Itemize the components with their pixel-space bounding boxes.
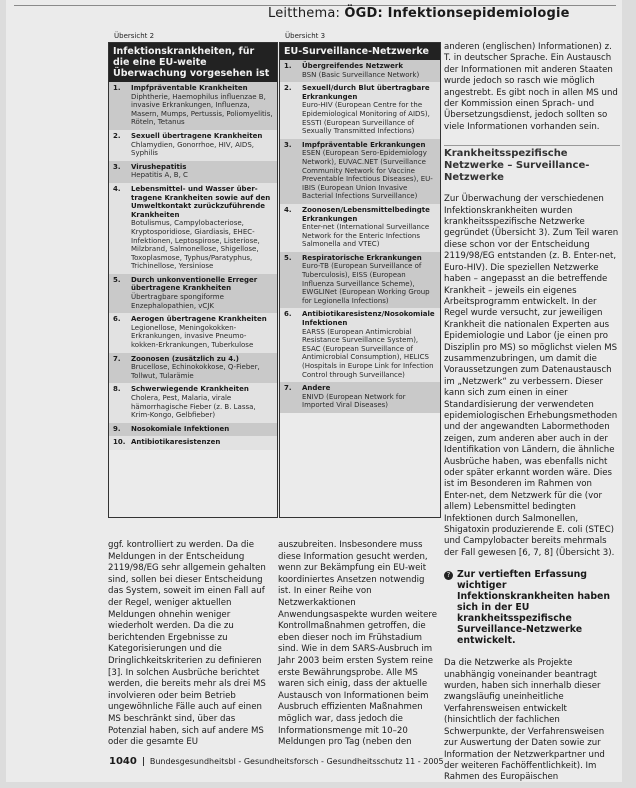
key-question <box>444 569 620 646</box>
item-number: 9. <box>113 424 121 433</box>
item-title: Sexuell/durch Blut übertragbare Erkrankungen <box>302 84 430 101</box>
list-item <box>280 139 440 204</box>
item-description: Diphtherie, Haemophilus influenzae B, invasive Erkrankungen, Influenza, Masern, Mumps, Pertussis, Poliomyelitis, Röteln, Tetanus <box>131 92 273 127</box>
item-content <box>302 254 436 306</box>
item-content <box>302 384 436 410</box>
item-content <box>131 315 273 349</box>
item-content <box>131 385 273 419</box>
list-item <box>109 313 277 352</box>
item-number: 3. <box>113 162 121 171</box>
item-content <box>131 132 273 158</box>
list-item <box>109 161 277 183</box>
list-item <box>280 60 440 82</box>
item-title: Schwerwiegende Krankheiten <box>131 385 249 394</box>
list-item <box>109 423 277 437</box>
list-item <box>109 183 277 274</box>
item-number: 8. <box>113 385 121 394</box>
list-item <box>280 82 440 139</box>
item-description: Euro-HIV (European Centre for the Epidemiological Monitoring of AIDS), ESSTI (European Surveillance of Sexually Transmitted Infections) <box>302 101 430 136</box>
item-number: 2. <box>284 84 292 93</box>
list-item <box>280 382 440 413</box>
item-title: Impfpräventable Erkrankungen <box>302 140 426 149</box>
item-title: Virushepatitis <box>131 162 187 171</box>
box2-label: Übersicht 2 <box>114 32 155 40</box>
list-item <box>280 252 440 309</box>
item-description: Brucellose, Echinokokkose, Q-Fieber, Tollwut, Tularämie <box>131 363 260 380</box>
item-title: Antibiotikaresistenzen <box>131 438 221 447</box>
page-header <box>268 6 570 21</box>
item-description: Hepatitis A, B, C <box>131 171 188 180</box>
item-content <box>302 310 436 379</box>
overview-3-box <box>279 42 441 518</box>
body-column-2 <box>278 540 438 749</box>
box2-title: Infektionskrankheiten, für die eine EU-weite Überwachung vorgesehen ist <box>109 43 277 82</box>
list-item <box>280 204 440 252</box>
item-title: Nosokomiale Infektionen <box>131 424 230 433</box>
list-item <box>109 130 277 161</box>
list-item <box>280 308 440 382</box>
item-number: 7. <box>113 354 121 363</box>
item-description: Cholera, Pest, Malaria, virale hämorrhagische Fieber (z. B. Lassa, Krim-Kongo, Gelbfieber) <box>131 394 256 420</box>
item-description: Botulismus, Campylobacteriose, Kryptosporidiose, Giardiasis, EHEC-Infektionen, Leptospirose, Listeriose, Milzbrand, Salmonellose, Shigellose, Toxoplasmose, Typhus/Paratyphus, Trichinellose, Yersiniose <box>131 219 260 271</box>
item-title: Antibiotikaresistenz/Nosokomiale Infektionen <box>302 310 435 328</box>
header-title: ÖGD: Infektionsepidemiologie <box>344 6 570 21</box>
item-number: 6. <box>113 315 121 324</box>
item-title: Respiratorische Erkrankungen <box>302 253 422 262</box>
page-footer <box>109 756 469 767</box>
item-content <box>302 141 436 201</box>
section-heading: Krankheitsspezifische Netzwerke – Surveillance-Netzwerke <box>444 145 620 184</box>
item-number: 2. <box>113 131 121 140</box>
right-paragraph-2: Zur Überwachung der verschiedenen Infektionskrankheiten wurden krankheitsspezifische Netzwerke gegründet (Übersicht 3). Zum Teil waren diese schon vor der Entscheidung 2119/98/EG entstanden (z. B. Enter-net, Euro-HIV). Die speziellen Netzwerke haben – angepasst an die betreffende Krankheit – jeweils ein eigenes Arbeitsprogramm entwickelt. In der Regel wurde versucht, zur jeweiligen Krankheit die nationalen Experten aus Epidemiologie und Labor (je einen pro Disziplin pro MS) so möglichst vielen MS zusammenzubringen, um damit die Voraussetzungen zum Datenaustausch im „Netzwerk“ zu verbessern. Dieser kann sich zum einen in einer Standardisierung der verwendeten epidemiologischen Erhebungsmethoden und der angewandten Labormethoden zeigen, zum anderen aber auch in der Identifikation von Ländern, die ähnliche Ausbrüche haben, was ebenfalls nicht oder später erkannt worden wäre. Dies ist im Besonderen im Rahmen von Enter-net, dem Netzwerk für die (vor allem) Lebensmittel bedingten Infektionen durch Salmonellen, Shigatoxin produzierende E. coli (STEC) und Campylobacter bereits mehrmals der Fall gewesen [6, 7, 8] (Übersicht 3). <box>444 194 619 558</box>
question-icon: ? <box>444 571 453 580</box>
item-content <box>302 62 436 79</box>
item-content <box>131 276 273 310</box>
right-column <box>444 42 620 788</box>
item-title: Aerogen übertragene Krankheiten <box>131 315 267 324</box>
item-number: 1. <box>113 84 121 92</box>
box2-rows <box>109 82 277 450</box>
item-description: Enter-net (International Surveillance Network for the Enteric Infections Salmonella and VTEC) <box>302 223 430 249</box>
item-title: Lebensmittel- und Wasser über-tragene Krankheiten sowie auf den Umweltkontakt zurückzuführende Krankheiten <box>131 184 271 219</box>
item-number: 5. <box>113 275 121 284</box>
box3-rows <box>280 60 440 413</box>
item-number: 4. <box>113 184 121 193</box>
item-content <box>131 438 273 447</box>
item-description: ESEN (European Sero-Epidemiology Network), EUVAC.NET (Surveillance Community Network for Vaccine Preventable Infectious Diseases), EU-IBIS (European Union Invasive Bacterial Infections Surveillance) <box>302 149 433 201</box>
box3-title: EU-Surveillance-Netzwerke <box>280 43 440 60</box>
item-title: Übergreifendes Netzwerk <box>302 62 403 70</box>
body-column-1-text: ggf. kontrolliert zu werden. Da die Meldungen in der Entscheidung 2119/98/EG sehr allgemein gehalten sind, sollen bei dieser Entscheidung das System, soweit im einen Fall auf der Regel, weniger aktuellen Meldungen ohnehin weniger wiederholt werden. Da die zu berichtenden Ergebnisse zu Kategorisierungen und die Dringlichkeitskriterien zu definieren [3]. In solchen Ausbrüche berichtet werden, die bereits mehr als drei MS involvieren oder beim Betrieb ungewöhnliche Fälle auch auf einen MS beschränkt sind, über das Potenzial haben, sich auf andere MS oder die gesamte EU <box>108 540 266 748</box>
overview-2-box <box>108 42 278 518</box>
page-number: 1040 <box>109 756 137 767</box>
item-title: Zoonosen/Lebensmittelbedingte Erkrankungen <box>302 205 430 223</box>
list-item <box>109 274 277 313</box>
item-number: 4. <box>284 205 292 214</box>
list-item <box>109 436 277 450</box>
item-content <box>302 206 436 249</box>
item-title: Durch unkonventionelle Erreger übertragene Krankheiten <box>131 275 258 293</box>
journal-citation: Bundesgesundheitsbl - Gesundheitsforsch - Gesundheitsschutz 11 - 2005 <box>149 757 444 766</box>
key-question-text: Zur vertieften Erfassung wichtiger Infektionskrankheiten haben sich in der EU krankheitsspezifische Surveillance-Netzwerke entwickelt. <box>457 569 611 647</box>
right-paragraph-3: Da die Netzwerke als Projekte unabhängig voneinander beantragt wurden, haben sich innerhalb dieser zwangsläufig uneinheitliche Verfahrensweisen entwickelt (hinsichtlich der fachlichen Schwerpunkte, der Verfahrensweisen zur Auswertung der Daten sowie zur Information der Netzwerkpartner und der weiteren Fachöffentlichkeit). Im Rahmen des Europäischen <box>444 658 605 783</box>
item-number: 1. <box>284 62 292 70</box>
item-content <box>131 185 273 271</box>
box3-label: Übersicht 3 <box>285 32 326 40</box>
item-description: Chlamydien, Gonorrhoe, HIV, AIDS, Syphilis <box>131 140 254 158</box>
item-number: 6. <box>284 310 292 319</box>
item-content <box>302 84 436 136</box>
list-item <box>109 383 277 422</box>
item-description: Übertragbare spongiforme Enzephalopathien, vCJK <box>131 293 224 310</box>
page <box>6 0 622 782</box>
item-content <box>131 425 273 434</box>
item-description: Euro-TB (European Surveillance of Tuberculosis), EISS (European Influenza Surveillance Scheme), EWGLINet (European Working Group for Legionella Infections) <box>302 262 430 305</box>
item-description: EARSS (European Antimicrobial Resistance Surveillance System), ESAC (European Surveillance of Antimicrobial Consumption), HELICS (Hospitals in Europe Link for Infection Control through Surveillance) <box>302 327 434 379</box>
item-number: 7. <box>284 384 292 393</box>
item-number: 5. <box>284 253 292 262</box>
header-prefix: Leitthema: <box>268 6 341 21</box>
item-content <box>131 84 273 127</box>
item-description: BSN (Basic Surveillance Network) <box>302 70 420 79</box>
list-item <box>109 353 277 384</box>
item-number: 10. <box>113 438 126 447</box>
body-column-2-text: auszubreiten. Insbesondere muss diese Information gesucht werden, wenn zur Bekämpfung ein EU-weit koordiniertes Ansetzen notwendig ist. In einer Reihe von Netzwerkaktionen Anwendungsaspekte wurden weitere Kontrollmaßnahmen getroffen, die eben dieser noch im Frühstadium sind. Wie in dem SARS-Ausbruch im Jahr 2003 beim ersten System reine erste Bewährungsprobe. Alle MS waren sich einig, dass der aktuelle Austausch von Informationen beim Ausbruch effizienten Maßnahmen möglich war, dass jedoch die Informationsmenge mit 10–20 Meldungen pro Tag (neben den <box>278 540 437 748</box>
right-paragraph-1: anderen (englischen) Informationen) z. T. in deutscher Sprache. Ein Austausch der Informationen mit anderen Staaten wurde jedoch so rasch wie möglich angestrebt. Es gibt noch in allen MS und der Kommission einen Sprach- und Übersetzungsdienst, jedoch sollten so viele Informationen vorhanden sein. <box>444 42 618 132</box>
item-title: Zoonosen (zusätzlich zu 4.) <box>131 354 239 363</box>
list-item <box>109 82 277 130</box>
footer-divider <box>143 757 144 766</box>
item-description: ENIVD (European Network for Imported Viral Diseases) <box>302 392 406 410</box>
item-content <box>131 355 273 381</box>
item-title: Andere <box>302 384 331 393</box>
item-title: Sexuell übertragene Krankheiten <box>131 131 263 140</box>
item-description: Legionellose, Meningokokken-Erkrankungen, invasive Pneumo-kokken-Erkrankungen, Tuberkulose <box>131 323 254 350</box>
item-content <box>131 163 273 180</box>
item-number: 3. <box>284 140 292 149</box>
body-column-1 <box>108 540 270 749</box>
item-title: Impfpräventable Krankheiten <box>131 84 248 92</box>
